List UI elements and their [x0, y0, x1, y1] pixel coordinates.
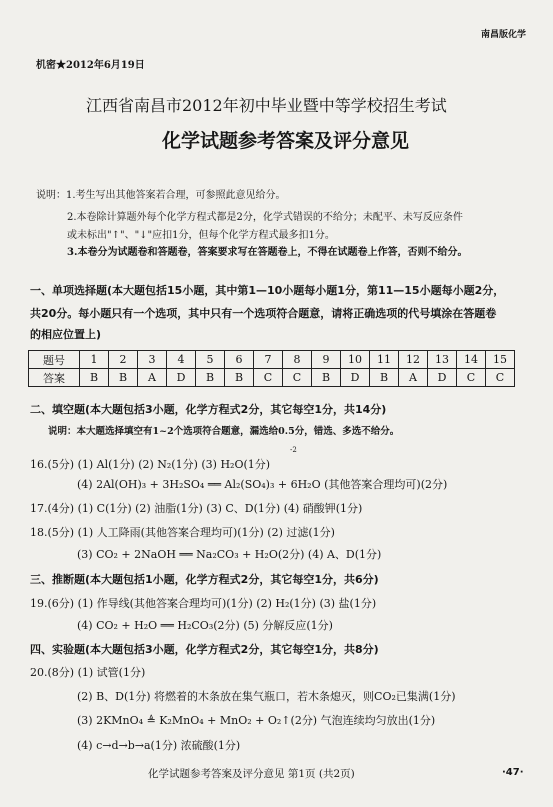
- question-number-cell: 7: [254, 351, 283, 369]
- note-2-cont: 或未标出"↑"、"↓"应扣1分，但每个化学方程式最多扣1分。: [67, 230, 335, 241]
- note-2: 2.本卷除计算题外每个化学方程式都是2分，化学式错误的不给分；未配平、未写反应条件: [67, 212, 463, 223]
- question-number-cell: 14: [457, 351, 486, 369]
- answer-cell: B: [312, 369, 341, 387]
- section3-heading: 三、推断题(本大题包括1小题，化学方程式2分，其它每空1分，共6分): [30, 573, 379, 586]
- question-number-cell: 9: [312, 351, 341, 369]
- question-number-cell: 12: [399, 351, 428, 369]
- answer-table: [28, 350, 515, 387]
- answer-cell: B: [196, 369, 225, 387]
- q19-line1: 19.(6分) (1) 作导线(其他答案合理均可)(1分) (2) H₂(1分) (3) 盐(1分): [30, 597, 377, 610]
- question-number-cell: 11: [370, 351, 399, 369]
- answer-cell: B: [225, 369, 254, 387]
- section2-note: 说明：本大题选择填空有1~2个选项符合题意，漏选给0.5分，错选、多选不给分。: [48, 426, 400, 437]
- answer-cell: B: [109, 369, 138, 387]
- question-number-cell: 13: [428, 351, 457, 369]
- row-label-number: 题号: [29, 351, 80, 369]
- confidential-date: 机密★2012年6月19日: [36, 60, 145, 71]
- section1-heading: 一、单项选择题(本大题包括15小题，其中第1—10小题每小题1分，第11—15小题每小题2分，: [30, 284, 505, 297]
- q16-line1: 16.(5分) (1) Al(1分) (2) N₂(1分) (3) H₂O(1分): [30, 458, 271, 471]
- note-3: 3.本卷分为试题卷和答题卷，答案要求写在答题卷上，不得在试题卷上作答，否则不给分。: [67, 247, 468, 258]
- q20-line2: (2) B、D(1分) 将燃着的木条放在集气瓶口，若木条熄灭，则CO₂已集满(1分): [77, 690, 456, 703]
- q18-line2: (3) CO₂ + 2NaOH ══ Na₂CO₃ + H₂O(2分) (4) A、D(1分): [77, 548, 382, 561]
- answer-cell: B: [80, 369, 109, 387]
- question-number-cell: 10: [341, 351, 370, 369]
- question-number-cell: 2: [109, 351, 138, 369]
- answer-cell: D: [428, 369, 457, 387]
- corner-label: 南昌版化学: [481, 30, 527, 40]
- q19-line2: (4) CO₂ + H₂O ══ H₂CO₃(2分) (5) 分解反应(1分): [77, 619, 333, 632]
- answer-cell: B: [370, 369, 399, 387]
- q17-line: 17.(4分) (1) C(1分) (2) 油脂(1分) (3) C、D(1分) (4) 硝酸钾(1分): [30, 502, 363, 515]
- section1-line2: 共20分。每小题只有一个选项，其中只有一个选项符合题意，请将正确选项的代号填涂在答题卷: [30, 307, 497, 320]
- question-number-cell: 3: [138, 351, 167, 369]
- q16-line2: (4) 2Al(OH)₃ + 3H₂SO₄ ══ Al₂(SO₄)₃ + 6H₂O (其他答案合理均可)(2分): [77, 478, 448, 491]
- answer-cell: C: [254, 369, 283, 387]
- answer-cell: C: [457, 369, 486, 387]
- page-title: 江西省南昌市2012年初中毕业暨中等学校招生考试: [86, 96, 447, 115]
- question-number-cell: 6: [225, 351, 254, 369]
- question-number-cell: 5: [196, 351, 225, 369]
- answer-cell: C: [283, 369, 312, 387]
- question-number-cell: 8: [283, 351, 312, 369]
- row-label-answer: 答案: [29, 369, 80, 387]
- question-number-cell: 1: [80, 351, 109, 369]
- answer-cell: C: [486, 369, 515, 387]
- page-number: ·47·: [502, 767, 524, 778]
- answer-cell: A: [138, 369, 167, 387]
- section2-heading: 二、填空题(本大题包括3小题，化学方程式2分，其它每空1分，共14分): [30, 403, 387, 416]
- charge-mark: -2: [290, 446, 297, 454]
- section1-line3: 的相应位置上): [30, 328, 102, 341]
- answer-cell: A: [399, 369, 428, 387]
- q20-line3: (3) 2KMnO₄ ≜ K₂MnO₄ + MnO₂ + O₂↑(2分) 气泡连续均匀放出(1分): [77, 714, 436, 727]
- answer-cell: D: [167, 369, 196, 387]
- page-subtitle: 化学试题参考答案及评分意见: [162, 130, 410, 152]
- note-1: 说明：1.考生写出其他答案若合理，可参照此意见给分。: [36, 190, 286, 201]
- question-number-cell: 4: [167, 351, 196, 369]
- q18-line1: 18.(5分) (1) 人工降雨(其他答案合理均可)(1分) (2) 过滤(1分): [30, 526, 335, 539]
- section4-heading: 四、实验题(本大题包括3小题，化学方程式2分，其它每空1分，共8分): [30, 643, 379, 656]
- q20-line1: 20.(8分) (1) 试管(1分): [30, 666, 146, 679]
- footer-text: 化学试题参考答案及评分意见 第1页 (共2页): [148, 768, 355, 780]
- answer-cell: D: [341, 369, 370, 387]
- q20-line4: (4) c→d→b→a(1分) 浓硫酸(1分): [77, 739, 241, 752]
- question-number-cell: 15: [486, 351, 515, 369]
